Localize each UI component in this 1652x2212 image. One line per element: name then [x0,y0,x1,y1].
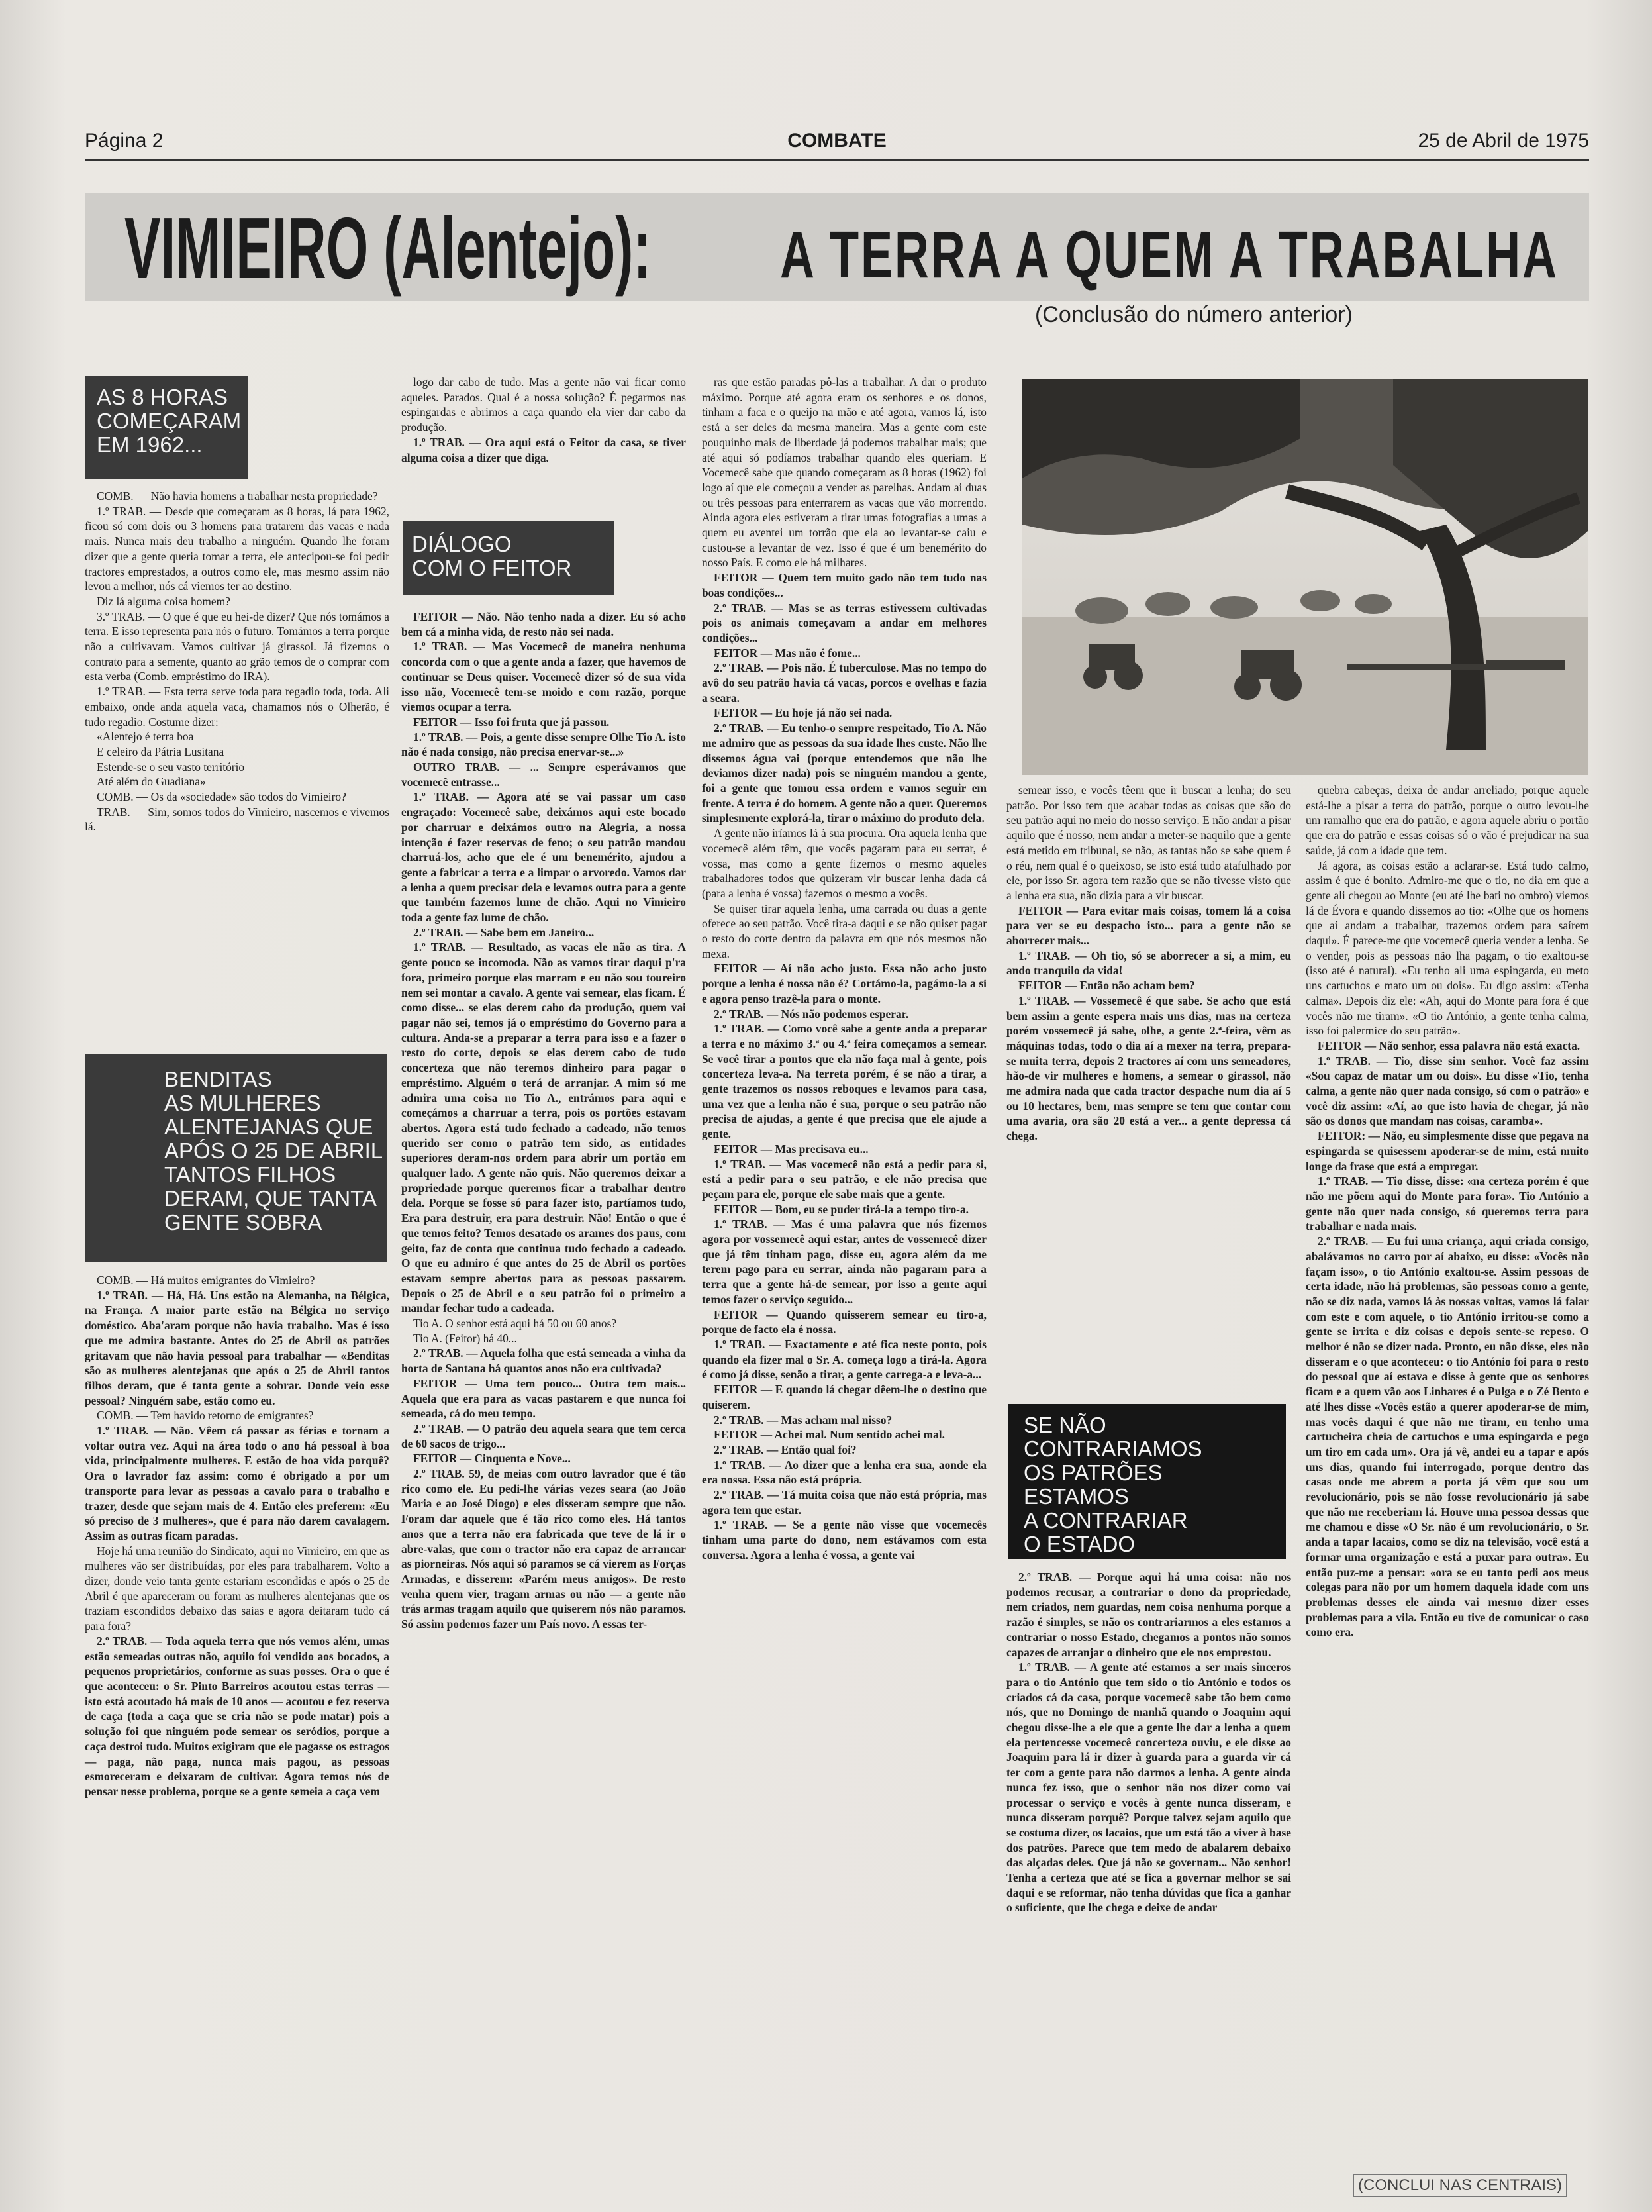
column-4-top [1006,783,1291,1144]
paragraph: FEITOR — Isso foi fruta que já passou. [413,715,610,729]
paragraph: 1.º TRAB. — Ao dizer que a lenha era sua, aonde ela era nossa. Essa não está própria. [702,1458,987,1487]
paragraph: 1.º TRAB. — Há, Há. Uns estão na Alemanha, na Bélgica, na França. A maior parte estão na Bélgica no serviço doméstico. Aba'aram porque não havia trabalho. Mas é isso que me admira bastante. Antes do 25 de Abril os patrões gritavam que não havia pessoal para trabalhar — «Benditas são as mulheres alentejanas que após o 25 de Abril tantos filhos deram, que é tanta gente a sobrar. Donde veio esse pessoal? Ninguém sabe, estão como eu. [85,1288,389,1407]
column-4-bottom [1006,1570,1291,1915]
paragraph: OUTRO TRAB. — ... Sempre esperávamos que vocemecê entrasse... [401,760,686,789]
paragraph: FEITOR — Quem tem muito gado não tem tudo nas boas condições... [702,571,987,599]
paragraph: Hoje há uma reunião do Sindicato, aqui no Vimieiro, em que as mulheres vão ser distribuídas, por eles para trabalharem. Volto a dizer, donde veio tanta gente estariam escondidas e após o 25 de Abril é que apareceram ou foram as mulheres alentejanas que os traziam escondidos debaixo das saias e agora deitaram tudo cá para fora? [85,1544,389,1633]
column-3 [702,375,987,1563]
paragraph: COMB. — Tem havido retorno de emigrantes? [97,1409,314,1423]
newspaper-name: COMBATE [787,130,887,152]
header-rule [85,159,1589,161]
headline-subtitle: (Conclusão do número anterior) [1034,302,1353,327]
continued-note: (CONCLUI NAS CENTRAIS) [1353,2174,1567,2197]
headline-part2: A TERRA A QUEM A TRABALHA [780,218,1559,292]
paragraph: 1.º TRAB. — Não. Vêem cá passar as férias e tornam a voltar outra vez. Aqui na área todo o ano há pessoal à boa vida, principalmente mulheres. E estão de boa vida porquê? Ora o lavrador faz assim: como é obrigado a por um transporte para levar as pessoas a cavalo para o trabalho e trazer, desde que sejam mais de 4. Então eles preferem: «Eu só preciso de 3 mulheres», que é para não darem cavalagem. Assim as outras ficam paradas. [85,1424,389,1542]
column-1-bottom [85,1273,389,1799]
subhead-box-dialogo [403,521,614,595]
paragraph: Tio A. O senhor está aqui há 50 ou 60 anos? [413,1317,617,1331]
paragraph: A gente não iríamos lá à sua procura. Ora aquela lenha que vocemecê além têm, que vocês pagaram para eu serrar, é vossa, mas como a gente fizemos o mesmo aqueles trabalhadores todos que quizeram vir buscar lenha dada cá (para a lenha é vossa) fazemos o mesmo a vocês. [702,827,987,900]
paragraph: Diz lá alguma coisa homem? [97,594,230,608]
paragraph: FEITOR — Achei mal. Num sentido achei mal. [714,1428,945,1442]
paragraph: FEITOR — Então não acham bem? [1018,979,1195,993]
paragraph: 1.º TRAB. — A gente até estamos a ser mais sinceros para o tio António que tem sido o tio António e todos os criados cá da casa, porque vocemecê sabe tão bem como nós, que no Domingo de manhã quando o Joaquim aqui chegou disse-lhe a ele que a gente lhe dar a lenha a quem ela pertencesse vocemecê concerteza ouviu, e ele disse ao Joaquim para lá ir dizer à guarda para a guarda vir cá ter com a gente para não darmos a lenha. A gente ainda nunca fez isso, que o senhor não nos dizer como vai processar o serviço e vocês à gente nunca disseram, e nunca disseram porquê? Porque talvez sejam aquilo que se costuma dizer, os lacaios, que um está tão a viver à base dos patrões. Parece que tem medo de abalarem debaixo das alçadas deles. Que já não se governam... Não senhor! Tenha a certeza que até se fica a governar melhor se sai daqui e se reformar, não tenha dúvidas que fica a ganhar o suficiente, que lhe chega e deixe de andar [1006,1660,1291,1915]
paragraph: Já agora, as coisas estão a aclarar-se. Está tudo calmo, assim é que é bonito. Admiro-me que o tio, no dia em que a gente ali chegou ao Monte (eu até lhe bati no ombro) viemos lá de Évora e quando dissemos ao tio: «Olhe que os homens que aí andam a trabalhar, trazemos ordem para saírem daqui». É parece-me que vocemecê queria vender a lenha. Se o vender, pois as pessoas não lha pagam, o tio exaltou-se (isso até é natural). «Eu tenho ali uma espingarda, eu meto uns cartuchos e mato um ou dois». Eu digo assim: «Tenha calma». Depois diz ele: «Ah, aqui do Monte para fora é que vocês não me tiram». «O tio António, a gente tenha calma, isso foi palermice do seu patrão». [1306,858,1589,1038]
paragraph: 1.º TRAB. — Exactamente e até fica neste ponto, pois quando ela fizer mal o Sr. A. começa logo a tirá-la. Agora é como já disse, senão a tirar, a gente carrega-a e leva-a... [702,1338,987,1382]
paragraph: 1.º TRAB. — Oh tio, só se aborrecer a si, a mim, eu ando tranquilo da vida! [1006,948,1291,978]
paragraph: COMB. — Há muitos emigrantes do Vimieiro? [97,1274,315,1287]
paragraph: 2.º TRAB. — Pois não. É tuberculose. Mas no tempo do avô do seu patrão havia cá vacas, porcos e ovelhas e fazia a seara. [702,661,987,705]
paragraph: ras que estão paradas pô-las a trabalhar. A dar o produto máximo. Porque até agora eram os senhores e os donos, tinham a faca e o queijo na mão e até agora, vamos lá, isto está a ser deles da mesma maneira. Mas a gente com este pouquinho mais de liberdade já podemos trabalhar mais; que até aqui só podíamos trabalhar quando eles queriam. E Vocemecê sabe que quando começaram as 8 horas (1962) foi logo aí que ele começou a vender as parelhas. Andam ai duas ou três pessoas para enterrarem as vacas que vão morrendo. Ainda agora eles estiveram a tirar umas fotografias a umas a quem eu aventei um torrão que ela ao levantar-se caiu e custou-se a levantar de vez. Isso é que é um benemérito do nosso País. E como ele há milhares. [702,376,987,570]
subhead-box-8-horas [85,376,248,479]
paragraph: 2.º TRAB. — Nós não podemos esperar. [714,1007,909,1021]
paragraph: logo dar cabo de tudo. Mas a gente não vai ficar como aqueles. Parados. Qual é a nossa solução? É pegarmos nas espingardas e abrimos a caça quando ela vier dar cabo da produção. [401,376,686,434]
paragraph: 1.º TRAB. — Se a gente não visse que vocemecês tinham uma parte do dono, nem estávamos com esta conversa. Agora a lenha é vossa, a gente vai [702,1518,987,1562]
subhead-box-benditas [85,1054,387,1262]
paragraph: FEITOR — Uma tem pouco... Outra tem mais... Aquela que era para as vacas pastarem e que nunca foi semeada, cá do meu tempo. [401,1376,686,1421]
paragraph: 2.º TRAB. — Mas se as terras estivessem cultivadas pois os animais começavam a andar em melhores condições... [702,601,987,644]
paragraph: 2.º TRAB. — Porque aqui há uma coisa: não nos podemos recusar, a contrariar o dono da propriedade, nem criados, nem guardas, nem coisa nenhuma porque a razão é simples, se não os contrariarmos a eles estamos a contrariar o nosso Estado, chegamos a pontos não somos capazes de arranjar o dinheiro que ele nos emprestou. [1006,1570,1291,1659]
subhead-box-contrariar [1008,1404,1286,1559]
headline [124,199,1575,298]
headline-part1: VIMIEIRO (Alentejo): [124,199,652,297]
paragraph: 1.º TRAB. — Vossemecê é que sabe. Se acho que está bem assim a gente espera mais uns dias, mas na certeza porém vossemecê já sabe, olhe, a gente 2.ª-feira, vêm as máquinas todas, todo o dia aí a mexer na terra, prepara-se muita terra, depois 2 tractores aí com uns semeadores, hão-de vir mulheres e homens, a semear o girassol, não me admira nada que cada tractor despache num dia aí 5 ou 10 hectares, bem, mas sempre se tem que contar com uma avaria, ora são 20 está a ver... a gente depressa cá chega. [1006,993,1291,1143]
paragraph: FEITOR — Quando quisserem semear eu tiro-a, porque de facto ela é nossa. [702,1307,987,1336]
paragraph: semear isso, e vocês têem que ir buscar a lenha; do seu patrão. Por isso tem que acabar todas as coisas que são do seu patrão aqui no meio do nosso serviço. E não andar a pisar aquilo que é nosso, nem andar a meter-se naquilo que a gente está metido em tribunal, se não, as tantas não se sabe quem é o réu, nem qual é o queixoso, se isto está tudo atafulhado por ele, por isso Sr. agora tem razão que se não tivesse visto que a lenha era sua, não dizia para a vir buscar. [1006,783,1291,902]
paragraph: FEITOR — Aí não acho justo. Essa não acho justo porque a lenha é nossa não é? Cortámo-la, pagámo-la a si e agora penso trazê-la para o monte. [702,962,987,1005]
paragraph: FEITOR — Não. Não tenho nada a dizer. Eu só acho bem cá a minha vida, de resto não sei nada. [401,610,686,638]
paragraph: FEITOR — Não senhor, essa palavra não está exacta. [1318,1038,1580,1052]
paragraph: 1.º TRAB. — Pois, a gente disse sempre Olhe Tio A. isto não é nada consigo, não precisa enervar-se...» [401,730,686,759]
subhead-text: SE NÃO CONTRARIAMOS OS PATRÕES ESTAMOS A CONTRARIAR O ESTADO [1024,1413,1202,1556]
paragraph: 1.º TRAB. — Mas vocemecê não está a pedir para si, está a pedir para o seu patrão, e ele não precisa que peçam para ele, porque ele sabe mais que a gente. [702,1157,987,1201]
paragraph: FEITOR: — Não, eu simplesmente disse que pegava na espingarda se quisessem apoderar-se de mim, está muito longe da frase que está a empregar. [1306,1129,1589,1173]
paragraph: FEITOR — Eu hoje já não sei nada. [714,706,893,720]
paragraph: FEITOR — Mas não é fome... [714,646,861,660]
paragraph: 1.º TRAB. — Mas Vocemecê de maneira nenhuma concorda com o que a gente anda a fazer, que havemos de continuar se Deus quiser. Vocemecê dizer só de sua vida isso não, Vocemecê tem-se moido e com razão, porque viemos ocupar a terra. [401,640,686,714]
paragraph: FEITOR — Para evitar mais coisas, tomem lá a coisa para ver se eu despacho isto... para a gente não se aborrecer mais... [1006,903,1291,948]
paragraph: FEITOR — E quando lá chegar dêem-lhe o destino que quiserem. [702,1383,987,1411]
paragraph: 1.º TRAB. — Mas é uma palavra que nós fizemos agora por vossemecê aqui estar, antes de vossemecê dizer que já têm tinham pago, disse eu, agora além da me terem pago para eu serrar, ainda não pagaram para a terra que a gente há-de semear, por isso a gente aqui temos fazer o serviço seguido... [702,1217,987,1306]
paragraph: 2.º TRAB. — Toda aquela terra que nós vemos além, umas estão semeadas outras não, aquilo foi vendido aos bocados, a pequenos proprietários, conforme as suas posses. Ora o que é que aconteceu: o Sr. Pinto Barreiros acoutou estas terras — isto está acoutado há mais de 10 anos — acoutou e fez reserva de caça (toda a caça que se cria não se pode matar) pois a solução foi que ninguém pode semear os seródios, porque a caça destroi tudo. Muitos exigiram que ele pagasse os estragos — paga, não paga, nunca mais pagou, as pessoas esmoreceram e deixaram de cultivar. Agora temos nós de pensar nesse problema, porque se a gente semeia a caça vem [85,1634,389,1798]
paragraph: Até além do Guadiana» [97,775,206,789]
paragraph: 1.º TRAB. — Esta terra serve toda para regadio toda, toda. Ali embaixo, onde anda aquela vaca, chamamos nós o Olherão, é tudo regadio. Costume dizer: [85,685,389,729]
paragraph: 2.º TRAB. — Mas acham mal nisso? [714,1413,893,1427]
issue-date: 25 de Abril de 1975 [1418,130,1589,152]
paragraph: Estende-se o seu vasto território [97,760,245,774]
paragraph: E celeiro da Pátria Lusitana [97,744,224,758]
paragraph: 2.º TRAB. — Eu fui uma criança, aqui criada consigo, abalávamos no carro por aí abaixo, eu disse: «Vocês não façam isso», o tio António exaltou-se. Assim pessoas de certa idade, não há problemas, são pessoas como a gente, não se diz nada, vamos lá às nossas voltas, vamos lá falar com este e com aquele, o tio António irritou-se como a gente se irrita e diz coisas e depois sente-se repeso. O melhor é não se dizer nada. Pronto, eu não disse, eles não disseram e o que aconteceu: o tio António foi para o resto do pessoal que aí estava e disse à gente que os senhores ficam e a quem vão aos Linhares é o Pulga e o Zé Bento e até lhes disse «Vocês estão a querer apoderar-se de mim, mas vocês daqui é que não me tiram, eu tenho uma cartucheira cheia de cartuchos e uma espingarda e pego um tiro em cada um». Ora já vê, andei eu a tapar e após uns dias, quando fui interrogado, porque dentro das casas onde me abrem a porta já vêm que sou um revolucionário, pois se não fosse revolucionário já sabe que não me receberiam lá. Houve uma pessoa dessas que me chamou e disse «O Sr. não é um revolucionário, o Sr. anda a tapar lacaios, como se diz na televisão, você está a formar uma organização e está a puxar para outra». Eu então puz-me a pensar: «ora se eu tanto pedi aos meus colegas para não por um homem daquela idade com uns problemas desses ele ainda vai mesmo dizer esses problemas para a vila. Então eu tive de comunicar o caso como era. [1306,1234,1589,1639]
paragraph: TRAB. — Sim, somos todos do Vimieiro, nascemos e vivemos lá. [85,805,389,834]
paragraph: 2.º TRAB. — O patrão deu aquela seara que tem cerca de 60 sacos de trigo... [401,1421,686,1450]
subhead-text: BENDITAS AS MULHERES ALENTEJANAS QUE APÓS O 25 DE ABRIL TANTOS FILHOS DERAM, QUE TANTA GENTE SOBRA [164,1067,383,1234]
paragraph: 2.º TRAB. — Eu tenho-o sempre respeitado, Tio A. Não me admiro que as pessoas da sua idade lhes custe. Não lhe dissemos água vai (porque entendemos que não lhe deviamos dizer nada) pois se ninguém mandou a gente, foi a gente que tomou essa ordem e vamos seguir em frente. A terra é do homem. A gente não a quer. Queremos simplesmente explorá-la, tirar o máximo do produto dela. [702,721,987,825]
paragraph: COMB. — Não havia homens a trabalhar nesta propriedade? [97,489,378,503]
paragraph: 1.º TRAB. — Tio disse, disse: «na certeza porém é que não me põem aqui do Monte para fora». Tio António a gente não quer nada consigo, só queremos terra para trabalhar e nada mais. [1306,1174,1589,1233]
column-1-top [85,489,389,834]
column-2-bottom [401,609,686,1632]
column-5 [1306,783,1589,1640]
paragraph: COMB. — Os da «sociedade» são todos do Vimieiro? [97,790,346,804]
column-2-top [401,375,686,465]
paragraph: Tio A. (Feitor) há 40... [413,1331,517,1345]
paragraph: 1.º TRAB. — Resultado, as vacas ele não as tira. A gente pouco se incomoda. Não as vamos tirar daqui p'ra fora, primeiro porque elas marram e eu não sou toureiro nem sei montar a cavalo. A gente vai semear, elas ficam. É como disse... se elas derem cabo da produção, quem vai pagar não sei, temos já o empréstimo do Governo para a cultura. Anda-se a preparar a terra para isso e a fazer o resto do corte, depois se elas derem cabo de tudo concerteza que não teremos dinheiro para pagar o empréstimo. Alguém o terá de arranjar. A mim só me admira uma coisa no Tio A., entrámos para aqui e começámos a charruar a terra, pois os portões estavam abertos. Agora está tudo fechado a cadeado, não temos querido ser como o patrão tem sido, as entidades superiores deram-nos ordem para abrir um portão em qualquer lado. A gente não quis. Não queremos deixar a propriedade porque queremos ficar a trabalhar dentro dela. Porque se fosse só para fazer isto, partíamos tudo, Era para destruir, era para destruir. Não! Então o que é que temos feito? Temos desatado os arames dos paus, com geito, faz de conta que continua tudo fechado a cadeado. O que eu admiro é que antes do 25 de Abril os portões estavam sempre abertos para as pessoas passarem. Depois o 25 de Abril e o seu patrão foi o primeiro a mandar fechar tudo a cadeada. [401,940,686,1315]
paragraph: Se quiser tirar aquela lenha, uma carrada ou duas a gente oferece ao seu patrão. Você tira-a daqui e se não quiser pagar o resto do corte dentro da palavra em que nós mesmos não mexa. [702,901,987,960]
paragraph: FEITOR — Mas precisava eu... [714,1142,869,1156]
paragraph: 1.º TRAB. — Agora até se vai passar um caso engraçado: Vocemecê sabe, deixámos aqui este bocado por charruar e deixámos outro na Alegria, a nossa intenção é fazer reservas de feno; o seu patrão mandou charruá-los, acho que ele é um benemérito, ajudou a gente a fabricar a terra e a limpar o arvoredo. Vamos dar a lenha a quem precisar dela e levamos outra para a gente que também fazemos lume de chão. Aqui no Vimieiro toda a gente faz lume de chão. [401,790,686,925]
paragraph: 1.º TRAB. — Ora aqui está o Feitor da casa, se tiver alguma coisa a dizer que diga. [401,435,686,464]
paragraph: FEITOR — Bom, eu se puder tirá-la a tempo tiro-a. [714,1202,969,1216]
subhead-text: AS 8 HORAS COMEÇARAM EM 1962... [97,385,242,457]
tractor-field-photo [1022,379,1588,775]
paragraph: «Alentejo é terra boa [97,730,194,744]
paragraph: quebra cabeças, deixa de andar arreliado, porque aquele está-lhe a pisar a terra do patrão, porque o outro levou-lhe um ramalho que era do patrão, e agora aquele abriu o portão que era do patrão e essas coisas só o vão é prejudicar na sua saúde, já com a idade que tem. [1306,783,1589,857]
page-header [85,130,1589,156]
paragraph: 2.º TRAB. — Aquela folha que está semeada a vinha da horta de Santana há quantos anos não era cultivada? [401,1346,686,1376]
paragraph: 1.º TRAB. — Como você sabe a gente anda a preparar a terra e no máximo 3.ª ou 4.ª feira começamos a semear. Se você tirar a pontos que ela não faça mal à gente, pois concerteza leva-a. Na terreta porém, é se não a tirar, a gente trazemos os nossos reboques e levamos para casa, uma vez que a lenha não é sua, porque o seu patrão não precisa de ajudas, a gente é que precisa que ele ajude a gente. [702,1022,987,1141]
page-number: Página 2 [85,130,164,152]
paragraph: 2.º TRAB. — Tá muita coisa que não está própria, mas agora tem que estar. [702,1488,987,1517]
paragraph: 1.º TRAB. — Tio, disse sim senhor. Você faz assim «Sou capaz de matar um ou dois». Eu disse «Tio, tenha calma, a gente não quer nada consigo, só com o patrão» e você diz assim: «Aí, ao que isto havia de chegar, já não são os donos que mandam nas coisas, caramba». [1306,1054,1589,1128]
paragraph: 1.º TRAB. — Desde que começaram as 8 horas, lá para 1962, ficou só com dois ou 3 homens para tratarem das vacas e nada mais. Nunca mais deu trabalho a ninguém. Quando lhe foram dizer que a gente queria tomar a terra, ele antecipou-se foi pedir tractores emprestados, a outros como ele, mas mesmo assim não levou a melhor, nós cá viemos ter ao destino. [85,504,389,593]
paragraph: 2.º TRAB. — Sabe bem em Janeiro... [413,925,595,939]
paragraph: 2.º TRAB. — Então qual foi? [714,1442,857,1456]
paragraph: 2.º TRAB. 59, de meias com outro lavrador que é tão rico como ele. Eu pedi-lhe várias vezes seara (ao João Maria e ao José Diogo) e eles disseram sempre que não. Foram dar aquele que é tão rico como eles. Há tantos anos que a terra não era fabricada que teve de lá ir o abre-valas, que com o tractor não era capaz de arrancar as piorneiras. Nós aqui só paramos se cá vierem as Forças Armadas, e disserem: «Parém meus amigos». De resto venha quem vier, tragam armas ou não — a gente não trás armas tragam aquilo que quiserem nós não paramos. Só assim podemos fazer um País novo. A essas ter- [401,1467,686,1631]
photo-illustration [1022,379,1588,775]
subhead-text: DIÁLOGO COM O FEITOR [412,532,572,580]
paragraph: 3.º TRAB. — O que é que eu hei-de dizer? Que nós tomámos a terra. E isso representa para nós o futuro. Tomámos a terra porque não a cultivavam. Vamos cultivar já girassol. Já fizemos o contrato para a semente, quanto ao grão temos de o comprar com esta verba (Comb. empréstimo do IRA). [85,609,389,683]
paragraph: FEITOR — Cinquenta e Nove... [413,1452,571,1466]
